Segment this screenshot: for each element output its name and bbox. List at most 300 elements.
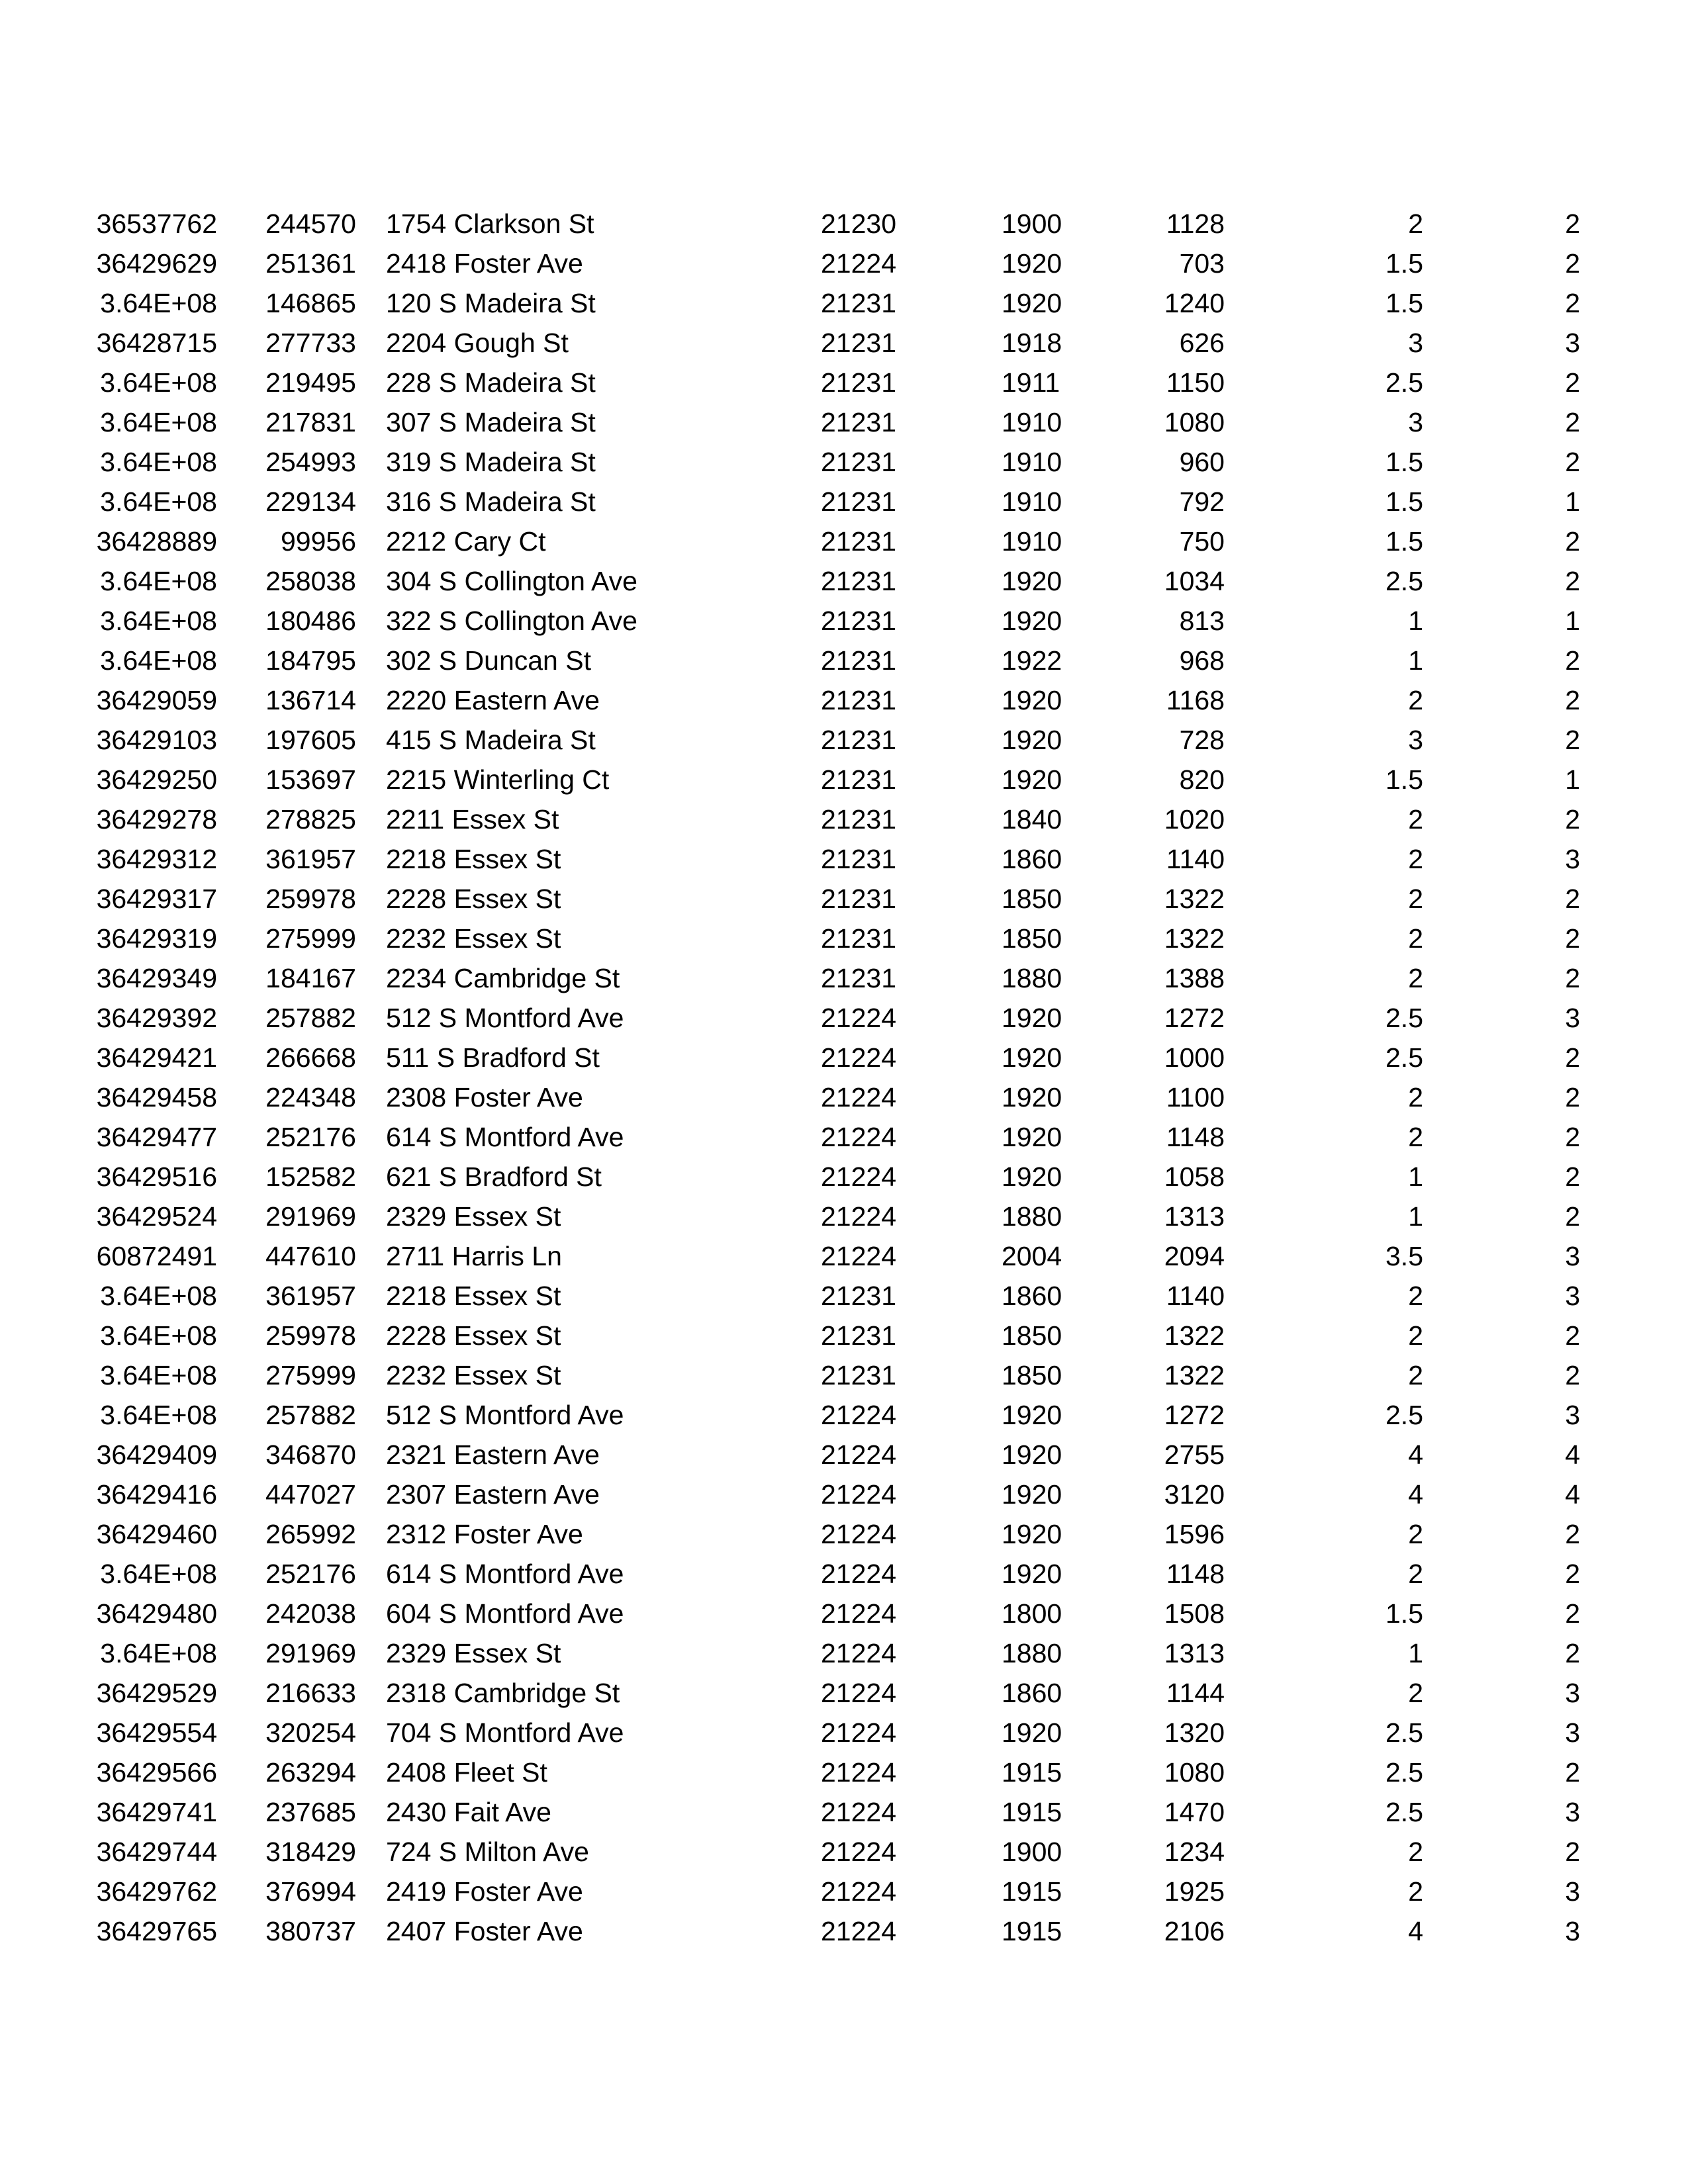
cell-address: 228 S Madeira St xyxy=(386,367,596,398)
cell-zip: 21224 xyxy=(821,1638,897,1668)
cell-bedrooms: 2 xyxy=(1565,1042,1580,1073)
cell-zip: 21224 xyxy=(821,1479,897,1510)
cell-price: 251361 xyxy=(265,248,356,279)
cell-address: 2308 Foster Ave xyxy=(386,1082,583,1113)
cell-bathrooms: 3 xyxy=(1408,407,1423,437)
cell-address: 2218 Essex St xyxy=(386,1281,561,1311)
cell-price: 224348 xyxy=(265,1082,356,1113)
cell-year-built: 1920 xyxy=(1002,685,1062,715)
cell-price: 197605 xyxy=(265,725,356,755)
cell-year-built: 1920 xyxy=(1002,1082,1062,1113)
table-row xyxy=(0,1673,1688,1713)
cell-price: 237685 xyxy=(265,1797,356,1827)
cell-bedrooms: 1 xyxy=(1565,486,1580,517)
table-row xyxy=(0,1554,1688,1594)
cell-price: 252176 xyxy=(265,1122,356,1152)
cell-year-built: 1850 xyxy=(1002,923,1062,954)
cell-bedrooms: 2 xyxy=(1565,1757,1580,1788)
cell-price: 252176 xyxy=(265,1559,356,1589)
cell-listing-id: 36429312 xyxy=(96,844,217,874)
table-row xyxy=(0,323,1688,363)
cell-zip: 21231 xyxy=(821,804,897,835)
cell-address: 120 S Madeira St xyxy=(386,288,596,318)
table-row xyxy=(0,601,1688,641)
cell-year-built: 1860 xyxy=(1002,1281,1062,1311)
cell-bedrooms: 3 xyxy=(1565,1400,1580,1430)
cell-listing-id: 3.64E+08 xyxy=(100,367,217,398)
cell-square-feet: 1240 xyxy=(1164,288,1225,318)
cell-price: 180486 xyxy=(265,606,356,636)
cell-year-built: 1920 xyxy=(1002,1439,1062,1470)
cell-bedrooms: 2 xyxy=(1565,1082,1580,1113)
cell-bedrooms: 2 xyxy=(1565,367,1580,398)
cell-bathrooms: 1.5 xyxy=(1385,248,1423,279)
cell-square-feet: 1150 xyxy=(1166,367,1225,398)
cell-bedrooms: 2 xyxy=(1565,1638,1580,1668)
cell-year-built: 1920 xyxy=(1002,725,1062,755)
cell-address: 2711 Harris Ln xyxy=(386,1241,562,1271)
table-row xyxy=(0,958,1688,998)
cell-square-feet: 1925 xyxy=(1164,1876,1225,1907)
cell-zip: 21224 xyxy=(821,1400,897,1430)
cell-bedrooms: 1 xyxy=(1565,764,1580,795)
cell-bedrooms: 3 xyxy=(1565,1003,1580,1033)
cell-zip: 21231 xyxy=(821,645,897,676)
cell-zip: 21224 xyxy=(821,1797,897,1827)
cell-bedrooms: 4 xyxy=(1565,1479,1580,1510)
cell-price: 320254 xyxy=(265,1717,356,1748)
cell-bathrooms: 2 xyxy=(1408,1837,1423,1867)
cell-listing-id: 3.64E+08 xyxy=(100,1559,217,1589)
cell-bathrooms: 2 xyxy=(1408,685,1423,715)
cell-address: 512 S Montford Ave xyxy=(386,1400,624,1430)
cell-zip: 21231 xyxy=(821,526,897,557)
cell-bedrooms: 3 xyxy=(1565,328,1580,358)
table-row xyxy=(0,1713,1688,1752)
cell-zip: 21224 xyxy=(821,1876,897,1907)
cell-bathrooms: 2 xyxy=(1408,923,1423,954)
cell-bedrooms: 2 xyxy=(1565,1122,1580,1152)
table-row xyxy=(0,998,1688,1038)
table-row xyxy=(0,1077,1688,1117)
cell-address: 2418 Foster Ave xyxy=(386,248,583,279)
cell-address: 2212 Cary Ct xyxy=(386,526,546,557)
cell-square-feet: 1272 xyxy=(1164,1400,1225,1430)
cell-listing-id: 36429458 xyxy=(96,1082,217,1113)
cell-price: 216633 xyxy=(265,1678,356,1708)
table-row xyxy=(0,879,1688,919)
cell-bathrooms: 2.5 xyxy=(1385,1797,1423,1827)
cell-bathrooms: 1 xyxy=(1408,645,1423,676)
cell-price: 447610 xyxy=(265,1241,356,1271)
cell-listing-id: 36429317 xyxy=(96,884,217,914)
cell-price: 229134 xyxy=(265,486,356,517)
cell-zip: 21224 xyxy=(821,1757,897,1788)
table-row xyxy=(0,680,1688,720)
cell-square-feet: 1322 xyxy=(1164,884,1225,914)
cell-bedrooms: 2 xyxy=(1565,1201,1580,1232)
cell-zip: 21231 xyxy=(821,884,897,914)
cell-square-feet: 1080 xyxy=(1164,1757,1225,1788)
cell-square-feet: 1322 xyxy=(1164,923,1225,954)
cell-year-built: 1920 xyxy=(1002,288,1062,318)
cell-address: 2312 Foster Ave xyxy=(386,1519,583,1549)
table-row xyxy=(0,1832,1688,1872)
cell-square-feet: 1168 xyxy=(1166,685,1225,715)
cell-bathrooms: 1 xyxy=(1408,1638,1423,1668)
cell-bedrooms: 2 xyxy=(1565,407,1580,437)
cell-price: 346870 xyxy=(265,1439,356,1470)
cell-address: 2228 Essex St xyxy=(386,884,561,914)
cell-square-feet: 1320 xyxy=(1164,1717,1225,1748)
cell-year-built: 1920 xyxy=(1002,1717,1062,1748)
cell-year-built: 1915 xyxy=(1002,1797,1062,1827)
cell-address: 2211 Essex St xyxy=(386,804,559,835)
cell-address: 2307 Eastern Ave xyxy=(386,1479,600,1510)
cell-zip: 21231 xyxy=(821,725,897,755)
cell-bathrooms: 2 xyxy=(1408,1320,1423,1351)
table-row xyxy=(0,1792,1688,1832)
cell-year-built: 1900 xyxy=(1002,1837,1062,1867)
cell-listing-id: 36429250 xyxy=(96,764,217,795)
cell-address: 2321 Eastern Ave xyxy=(386,1439,600,1470)
cell-zip: 21231 xyxy=(821,328,897,358)
cell-listing-id: 36429524 xyxy=(96,1201,217,1232)
cell-price: 153697 xyxy=(265,764,356,795)
cell-bathrooms: 2 xyxy=(1408,804,1423,835)
cell-bedrooms: 2 xyxy=(1565,566,1580,596)
cell-square-feet: 813 xyxy=(1179,606,1225,636)
cell-year-built: 1910 xyxy=(1002,407,1062,437)
cell-year-built: 1915 xyxy=(1002,1916,1062,1946)
cell-listing-id: 36429480 xyxy=(96,1598,217,1629)
cell-year-built: 1920 xyxy=(1002,1003,1062,1033)
cell-listing-id: 36429554 xyxy=(96,1717,217,1748)
table-row xyxy=(0,363,1688,402)
cell-listing-id: 3.64E+08 xyxy=(100,1320,217,1351)
cell-square-feet: 960 xyxy=(1179,447,1225,477)
cell-zip: 21224 xyxy=(821,1082,897,1113)
cell-price: 361957 xyxy=(265,1281,356,1311)
cell-price: 257882 xyxy=(265,1400,356,1430)
cell-bedrooms: 2 xyxy=(1565,884,1580,914)
cell-bathrooms: 2.5 xyxy=(1385,1042,1423,1073)
cell-listing-id: 3.64E+08 xyxy=(100,645,217,676)
cell-bedrooms: 2 xyxy=(1565,685,1580,715)
cell-square-feet: 1140 xyxy=(1166,844,1225,874)
cell-bathrooms: 1 xyxy=(1408,606,1423,636)
table-row xyxy=(0,1395,1688,1435)
spreadsheet-table xyxy=(0,204,1688,1951)
cell-listing-id: 36429319 xyxy=(96,923,217,954)
cell-year-built: 2004 xyxy=(1002,1241,1062,1271)
cell-listing-id: 36429460 xyxy=(96,1519,217,1549)
table-row xyxy=(0,760,1688,799)
cell-zip: 21231 xyxy=(821,288,897,318)
cell-year-built: 1910 xyxy=(1002,526,1062,557)
cell-bathrooms: 2.5 xyxy=(1385,1717,1423,1748)
cell-listing-id: 36429477 xyxy=(96,1122,217,1152)
cell-address: 415 S Madeira St xyxy=(386,725,596,755)
cell-bedrooms: 3 xyxy=(1565,844,1580,874)
cell-bathrooms: 2.5 xyxy=(1385,367,1423,398)
cell-bathrooms: 2 xyxy=(1408,1082,1423,1113)
cell-zip: 21224 xyxy=(821,1837,897,1867)
cell-price: 380737 xyxy=(265,1916,356,1946)
cell-zip: 21231 xyxy=(821,844,897,874)
cell-bathrooms: 2 xyxy=(1408,1559,1423,1589)
table-row xyxy=(0,244,1688,283)
cell-bathrooms: 4 xyxy=(1408,1439,1423,1470)
cell-zip: 21231 xyxy=(821,447,897,477)
cell-address: 614 S Montford Ave xyxy=(386,1559,624,1589)
cell-square-feet: 2106 xyxy=(1164,1916,1225,1946)
cell-listing-id: 36429349 xyxy=(96,963,217,993)
cell-zip: 21224 xyxy=(821,1678,897,1708)
cell-bathrooms: 2.5 xyxy=(1385,1757,1423,1788)
cell-zip: 21224 xyxy=(821,1519,897,1549)
cell-square-feet: 1000 xyxy=(1164,1042,1225,1073)
cell-year-built: 1800 xyxy=(1002,1598,1062,1629)
cell-listing-id: 3.64E+08 xyxy=(100,1281,217,1311)
cell-price: 257882 xyxy=(265,1003,356,1033)
cell-square-feet: 1234 xyxy=(1164,1837,1225,1867)
cell-bedrooms: 2 xyxy=(1565,1519,1580,1549)
cell-year-built: 1860 xyxy=(1002,844,1062,874)
cell-zip: 21224 xyxy=(821,1559,897,1589)
cell-bathrooms: 3.5 xyxy=(1385,1241,1423,1271)
table-row xyxy=(0,1911,1688,1951)
cell-listing-id: 36429278 xyxy=(96,804,217,835)
table-row xyxy=(0,641,1688,680)
cell-address: 604 S Montford Ave xyxy=(386,1598,624,1629)
cell-square-feet: 1313 xyxy=(1164,1201,1225,1232)
cell-bathrooms: 2 xyxy=(1408,844,1423,874)
cell-bedrooms: 2 xyxy=(1565,725,1580,755)
cell-year-built: 1918 xyxy=(1002,328,1062,358)
cell-square-feet: 968 xyxy=(1179,645,1225,676)
cell-year-built: 1920 xyxy=(1002,1479,1062,1510)
cell-bedrooms: 1 xyxy=(1565,606,1580,636)
cell-price: 259978 xyxy=(265,1320,356,1351)
cell-square-feet: 1272 xyxy=(1164,1003,1225,1033)
cell-address: 2228 Essex St xyxy=(386,1320,561,1351)
table-row xyxy=(0,1633,1688,1673)
cell-zip: 21231 xyxy=(821,963,897,993)
cell-address: 2232 Essex St xyxy=(386,1360,561,1390)
cell-bathrooms: 2 xyxy=(1408,884,1423,914)
cell-bathrooms: 4 xyxy=(1408,1479,1423,1510)
cell-zip: 21231 xyxy=(821,764,897,795)
cell-listing-id: 36429566 xyxy=(96,1757,217,1788)
table-row xyxy=(0,1514,1688,1554)
cell-price: 146865 xyxy=(265,288,356,318)
cell-year-built: 1920 xyxy=(1002,764,1062,795)
cell-zip: 21231 xyxy=(821,367,897,398)
cell-bedrooms: 2 xyxy=(1565,804,1580,835)
cell-price: 318429 xyxy=(265,1837,356,1867)
cell-square-feet: 1148 xyxy=(1166,1122,1225,1152)
table-row xyxy=(0,1276,1688,1316)
table-row xyxy=(0,1038,1688,1077)
cell-bathrooms: 2.5 xyxy=(1385,1400,1423,1430)
cell-bathrooms: 1.5 xyxy=(1385,526,1423,557)
cell-year-built: 1850 xyxy=(1002,1360,1062,1390)
cell-zip: 21231 xyxy=(821,606,897,636)
cell-year-built: 1910 xyxy=(1002,447,1062,477)
cell-bedrooms: 2 xyxy=(1565,1161,1580,1192)
cell-zip: 21224 xyxy=(821,1201,897,1232)
cell-listing-id: 36537762 xyxy=(96,208,217,239)
cell-bathrooms: 3 xyxy=(1408,328,1423,358)
cell-listing-id: 3.64E+08 xyxy=(100,566,217,596)
cell-year-built: 1920 xyxy=(1002,1161,1062,1192)
cell-address: 2329 Essex St xyxy=(386,1638,561,1668)
cell-price: 275999 xyxy=(265,1360,356,1390)
cell-bathrooms: 2 xyxy=(1408,1519,1423,1549)
cell-zip: 21231 xyxy=(821,1281,897,1311)
cell-price: 278825 xyxy=(265,804,356,835)
cell-square-feet: 1034 xyxy=(1164,566,1225,596)
table-row xyxy=(0,1594,1688,1633)
cell-square-feet: 1388 xyxy=(1164,963,1225,993)
cell-address: 614 S Montford Ave xyxy=(386,1122,624,1152)
cell-year-built: 1922 xyxy=(1002,645,1062,676)
cell-bedrooms: 4 xyxy=(1565,1439,1580,1470)
cell-listing-id: 36428889 xyxy=(96,526,217,557)
cell-bathrooms: 3 xyxy=(1408,725,1423,755)
cell-square-feet: 792 xyxy=(1179,486,1225,517)
cell-zip: 21224 xyxy=(821,1042,897,1073)
cell-square-feet: 1128 xyxy=(1166,208,1225,239)
cell-listing-id: 36429762 xyxy=(96,1876,217,1907)
cell-listing-id: 36429059 xyxy=(96,685,217,715)
cell-square-feet: 1144 xyxy=(1166,1678,1225,1708)
cell-bedrooms: 2 xyxy=(1565,208,1580,239)
cell-square-feet: 1596 xyxy=(1164,1519,1225,1549)
cell-zip: 21231 xyxy=(821,685,897,715)
cell-address: 2204 Gough St xyxy=(386,328,569,358)
table-row xyxy=(0,522,1688,561)
cell-bedrooms: 3 xyxy=(1565,1678,1580,1708)
cell-address: 2218 Essex St xyxy=(386,844,561,874)
cell-square-feet: 1058 xyxy=(1164,1161,1225,1192)
cell-price: 376994 xyxy=(265,1876,356,1907)
cell-price: 266668 xyxy=(265,1042,356,1073)
cell-price: 219495 xyxy=(265,367,356,398)
cell-price: 184795 xyxy=(265,645,356,676)
cell-square-feet: 1322 xyxy=(1164,1360,1225,1390)
cell-year-built: 1920 xyxy=(1002,1519,1062,1549)
cell-listing-id: 36429629 xyxy=(96,248,217,279)
cell-square-feet: 626 xyxy=(1179,328,1225,358)
table-row xyxy=(0,1435,1688,1475)
cell-listing-id: 3.64E+08 xyxy=(100,486,217,517)
cell-price: 447027 xyxy=(265,1479,356,1510)
table-row xyxy=(0,1157,1688,1197)
cell-address: 2220 Eastern Ave xyxy=(386,685,600,715)
cell-square-feet: 2755 xyxy=(1164,1439,1225,1470)
cell-bedrooms: 2 xyxy=(1565,645,1580,676)
cell-year-built: 1840 xyxy=(1002,804,1062,835)
cell-bedrooms: 2 xyxy=(1565,248,1580,279)
cell-listing-id: 36429409 xyxy=(96,1439,217,1470)
cell-square-feet: 728 xyxy=(1179,725,1225,755)
cell-bedrooms: 2 xyxy=(1565,923,1580,954)
cell-year-built: 1920 xyxy=(1002,1559,1062,1589)
cell-address: 302 S Duncan St xyxy=(386,645,591,676)
cell-year-built: 1850 xyxy=(1002,884,1062,914)
cell-listing-id: 36429516 xyxy=(96,1161,217,1192)
table-row xyxy=(0,919,1688,958)
cell-zip: 21231 xyxy=(821,486,897,517)
cell-zip: 21231 xyxy=(821,566,897,596)
table-row xyxy=(0,1355,1688,1395)
cell-zip: 21224 xyxy=(821,1241,897,1271)
cell-price: 277733 xyxy=(265,328,356,358)
cell-address: 319 S Madeira St xyxy=(386,447,596,477)
cell-bedrooms: 2 xyxy=(1565,1559,1580,1589)
cell-bathrooms: 2 xyxy=(1408,1122,1423,1152)
cell-bathrooms: 2 xyxy=(1408,963,1423,993)
cell-listing-id: 3.64E+08 xyxy=(100,288,217,318)
cell-year-built: 1880 xyxy=(1002,1638,1062,1668)
cell-year-built: 1911 xyxy=(1002,367,1060,398)
table-row xyxy=(0,442,1688,482)
cell-year-built: 1920 xyxy=(1002,1122,1062,1152)
cell-address: 2318 Cambridge St xyxy=(386,1678,620,1708)
cell-bedrooms: 2 xyxy=(1565,1360,1580,1390)
table-row xyxy=(0,720,1688,760)
cell-listing-id: 36429392 xyxy=(96,1003,217,1033)
cell-listing-id: 3.64E+08 xyxy=(100,1638,217,1668)
cell-year-built: 1880 xyxy=(1002,963,1062,993)
cell-address: 2419 Foster Ave xyxy=(386,1876,583,1907)
cell-address: 307 S Madeira St xyxy=(386,407,596,437)
cell-zip: 21224 xyxy=(821,1916,897,1946)
cell-square-feet: 820 xyxy=(1179,764,1225,795)
cell-bathrooms: 1 xyxy=(1408,1201,1423,1232)
cell-price: 99956 xyxy=(280,526,356,557)
cell-square-feet: 1508 xyxy=(1164,1598,1225,1629)
cell-square-feet: 750 xyxy=(1179,526,1225,557)
cell-address: 511 S Bradford St xyxy=(386,1042,600,1073)
cell-address: 724 S Milton Ave xyxy=(386,1837,589,1867)
table-row xyxy=(0,1872,1688,1911)
cell-price: 258038 xyxy=(265,566,356,596)
cell-bedrooms: 2 xyxy=(1565,447,1580,477)
cell-listing-id: 3.64E+08 xyxy=(100,1400,217,1430)
cell-bathrooms: 4 xyxy=(1408,1916,1423,1946)
cell-square-feet: 703 xyxy=(1179,248,1225,279)
cell-zip: 21224 xyxy=(821,248,897,279)
table-row xyxy=(0,1197,1688,1236)
cell-listing-id: 36429741 xyxy=(96,1797,217,1827)
cell-listing-id: 36429103 xyxy=(96,725,217,755)
cell-bedrooms: 3 xyxy=(1565,1281,1580,1311)
cell-price: 291969 xyxy=(265,1201,356,1232)
cell-listing-id: 3.64E+08 xyxy=(100,606,217,636)
cell-zip: 21224 xyxy=(821,1717,897,1748)
cell-bedrooms: 2 xyxy=(1565,963,1580,993)
cell-bathrooms: 2 xyxy=(1408,1360,1423,1390)
cell-zip: 21224 xyxy=(821,1003,897,1033)
cell-zip: 21224 xyxy=(821,1439,897,1470)
table-row xyxy=(0,482,1688,522)
cell-address: 2234 Cambridge St xyxy=(386,963,620,993)
table-row xyxy=(0,1117,1688,1157)
cell-square-feet: 1080 xyxy=(1164,407,1225,437)
